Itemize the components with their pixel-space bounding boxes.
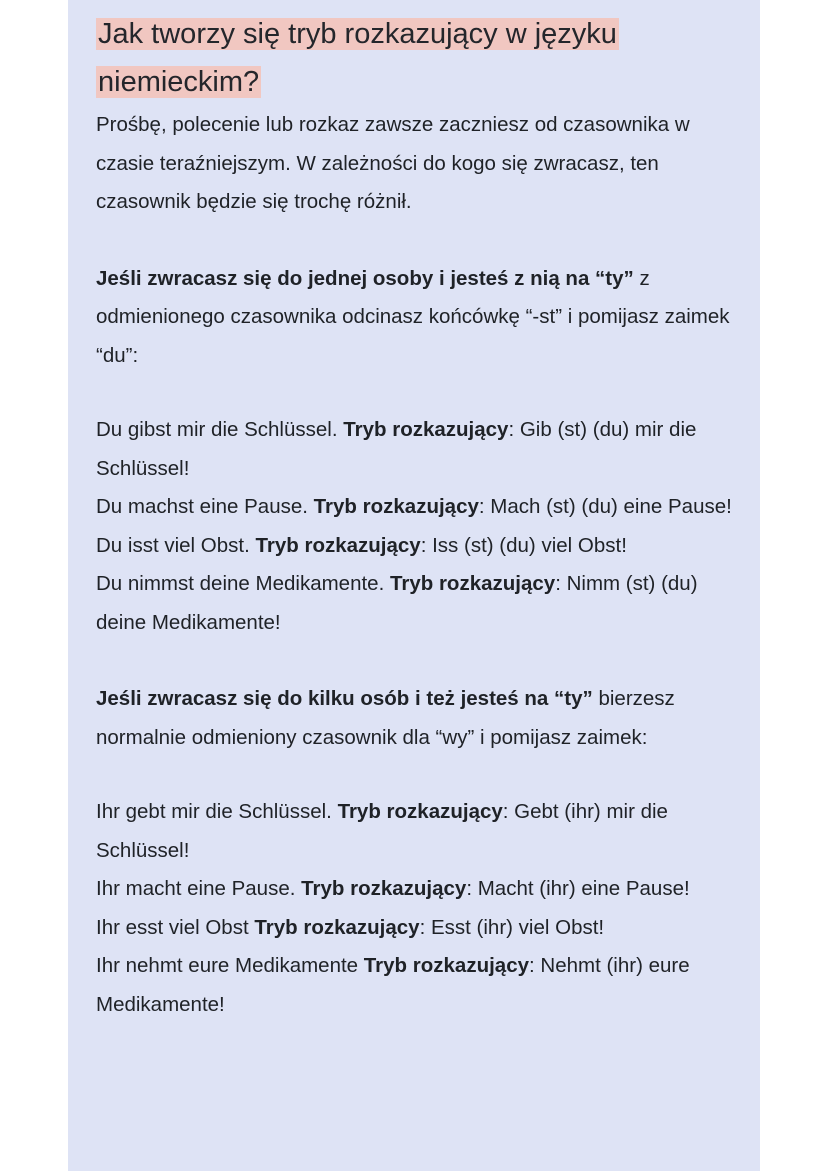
example-sentence: Ihr nehmt eure Medikamente bbox=[96, 954, 359, 977]
spacer bbox=[96, 757, 760, 793]
example-label: Tryb rozkazujący bbox=[254, 915, 420, 939]
example-imperative: : Iss (st) (du) viel Obst! bbox=[420, 533, 627, 557]
example-sentence: Du machst eine Pause. bbox=[96, 495, 308, 518]
example-label: Tryb rozkazujący bbox=[337, 800, 503, 823]
example-label: Tryb rozkazujący bbox=[343, 418, 509, 441]
intro-paragraph: Prośbę, polecenie lub rozkaz zawsze zaczniesz od czasownika w czasie teraźniejszym. W zależności do kogo się zwracasz, ten czasownik będzie się trochę różnił. bbox=[96, 113, 690, 213]
example-line bbox=[96, 793, 736, 870]
example-imperative: : Nimm (st) (du) deine Medikamente! bbox=[96, 572, 698, 634]
example-line bbox=[96, 527, 736, 566]
example-sentence: Du gibst mir die Schlüssel. bbox=[96, 418, 338, 441]
example-imperative: : Esst (ihr) viel Obst! bbox=[419, 915, 605, 939]
example-imperative: : Nehmt (ihr) eure Medikamente! bbox=[96, 954, 690, 1016]
example-line bbox=[96, 947, 736, 1024]
spacer bbox=[96, 375, 760, 411]
example-line bbox=[96, 411, 736, 488]
title-block bbox=[96, 10, 716, 106]
example-line bbox=[96, 909, 736, 948]
example-sentence: Ihr macht eine Pause. bbox=[96, 877, 296, 900]
example-sentence: Ihr gebt mir die Schlüssel. bbox=[96, 800, 332, 823]
section2-examples bbox=[96, 793, 760, 1024]
example-label: Tryb rozkazujący bbox=[301, 877, 467, 900]
section1-lead-bold: Jeśli zwracasz się do jednej osoby i jesteś z nią na “ty” bbox=[96, 266, 634, 290]
example-line bbox=[96, 870, 736, 909]
example-label: Tryb rozkazujący bbox=[313, 495, 479, 518]
section2-lead-bold: Jeśli zwracasz się do kilku osób i też jesteś na “ty” bbox=[96, 687, 593, 710]
example-label: Tryb rozkazujący bbox=[389, 572, 556, 595]
example-imperative: : Gebt (ihr) mir die Schlüssel! bbox=[96, 800, 668, 862]
example-imperative: : Gib (st) (du) mir die Schlüssel! bbox=[96, 418, 697, 480]
example-line bbox=[96, 565, 736, 642]
example-sentence: Du isst viel Obst. bbox=[96, 533, 250, 557]
section2-lead bbox=[96, 680, 746, 757]
example-label: Tryb rozkazujący bbox=[363, 954, 529, 977]
example-sentence: Ihr esst viel Obst bbox=[96, 915, 249, 939]
section1-examples bbox=[96, 411, 760, 642]
section2-lead-text: bierzesz normalnie odmieniony czasownik dla “wy” i pomijasz zaimek: bbox=[96, 687, 675, 749]
spacer bbox=[96, 642, 760, 680]
example-label: Tryb rozkazujący bbox=[255, 533, 421, 557]
section1-lead bbox=[96, 260, 746, 376]
example-sentence: Du nimmst deine Medikamente. bbox=[96, 572, 385, 595]
page-title: Jak tworzy się tryb rozkazujący w języku niemieckim? bbox=[98, 18, 617, 98]
example-imperative: : Macht (ihr) eine Pause! bbox=[466, 877, 690, 900]
section1-lead-text: z odmienionego czasownika odcinasz końcówkę “-st” i pomijasz zaimek “du”: bbox=[96, 266, 730, 367]
example-imperative: : Mach (st) (du) eine Pause! bbox=[478, 495, 732, 518]
spacer bbox=[96, 222, 760, 260]
note-card bbox=[68, 0, 760, 1171]
example-line bbox=[96, 488, 736, 527]
